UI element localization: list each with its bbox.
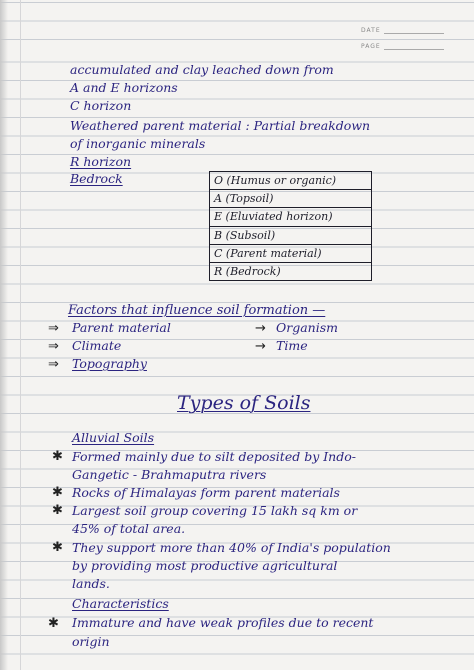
- note-line-2: A and E horizons: [70, 80, 178, 95]
- note-line-1: accumulated and clay leached down from: [70, 62, 334, 77]
- note-line-7: Bedrock: [70, 171, 123, 186]
- asterisk-icon: ✱: [52, 503, 63, 518]
- types-of-soils-title: Types of Soils: [177, 392, 311, 414]
- table-row: [210, 172, 372, 190]
- factor-item: Topography: [72, 356, 147, 371]
- alluvial-point: Formed mainly due to silt deposited by Indo-: [72, 449, 356, 464]
- soil-horizon-table: [209, 171, 372, 281]
- arrow-icon: →: [255, 321, 266, 336]
- alluvial-point: lands.: [72, 576, 110, 591]
- table-row: [210, 262, 372, 280]
- table-cell: A (Topsoil): [210, 190, 372, 208]
- factor-item: Parent material: [72, 320, 171, 335]
- table-cell: O (Humus or organic): [210, 172, 372, 190]
- arrow-icon: ⇒: [48, 357, 59, 372]
- page-line: [384, 49, 444, 50]
- characteristic-point: Immature and have weak profiles due to recent: [72, 615, 374, 630]
- alluvial-point: by providing most productive agricultural: [72, 558, 338, 573]
- date-label: DATE: [361, 27, 381, 34]
- table-row: [210, 244, 372, 262]
- asterisk-icon: ✱: [52, 540, 63, 555]
- factor-item: Time: [276, 338, 308, 353]
- note-line-4: Weathered parent material : Partial breakdown: [70, 118, 371, 133]
- factor-item: Climate: [72, 338, 122, 353]
- factor-item: Organism: [276, 320, 338, 335]
- arrow-icon: ⇒: [48, 321, 59, 336]
- characteristics-heading: Characteristics: [72, 596, 169, 611]
- alluvial-point: 45% of total area.: [72, 521, 186, 536]
- asterisk-icon: ✱: [52, 485, 63, 500]
- note-line-3: C horizon: [70, 98, 132, 113]
- table-row: [210, 226, 372, 244]
- table-cell: E (Eluviated horizon): [210, 208, 372, 226]
- page-edge-shadow: [0, 0, 8, 670]
- page-label: PAGE: [361, 43, 381, 50]
- note-line-5: of inorganic minerals: [70, 136, 206, 151]
- asterisk-icon: ✱: [48, 616, 59, 631]
- factors-heading: Factors that influence soil formation —: [68, 303, 326, 318]
- alluvial-heading: Alluvial Soils: [72, 430, 155, 445]
- alluvial-point: They support more than 40% of India's population: [72, 540, 391, 555]
- characteristic-point: origin: [72, 634, 110, 649]
- table-row: [210, 190, 372, 208]
- date-line: [384, 33, 444, 34]
- alluvial-point: Gangetic - Brahmaputra rivers: [72, 467, 267, 482]
- arrow-icon: →: [255, 339, 266, 354]
- table-cell: R (Bedrock): [214, 265, 281, 279]
- table-row: [210, 208, 372, 226]
- table-cell: B (Subsoil): [210, 226, 372, 244]
- margin-line: [20, 0, 21, 670]
- note-line-6: R horizon: [70, 154, 132, 169]
- table-cell: C (Parent material): [210, 244, 372, 262]
- alluvial-point: Rocks of Himalayas form parent materials: [72, 485, 340, 500]
- arrow-icon: ⇒: [48, 339, 59, 354]
- alluvial-point: Largest soil group covering 15 lakh sq km or: [72, 503, 358, 518]
- asterisk-icon: ✱: [52, 449, 63, 464]
